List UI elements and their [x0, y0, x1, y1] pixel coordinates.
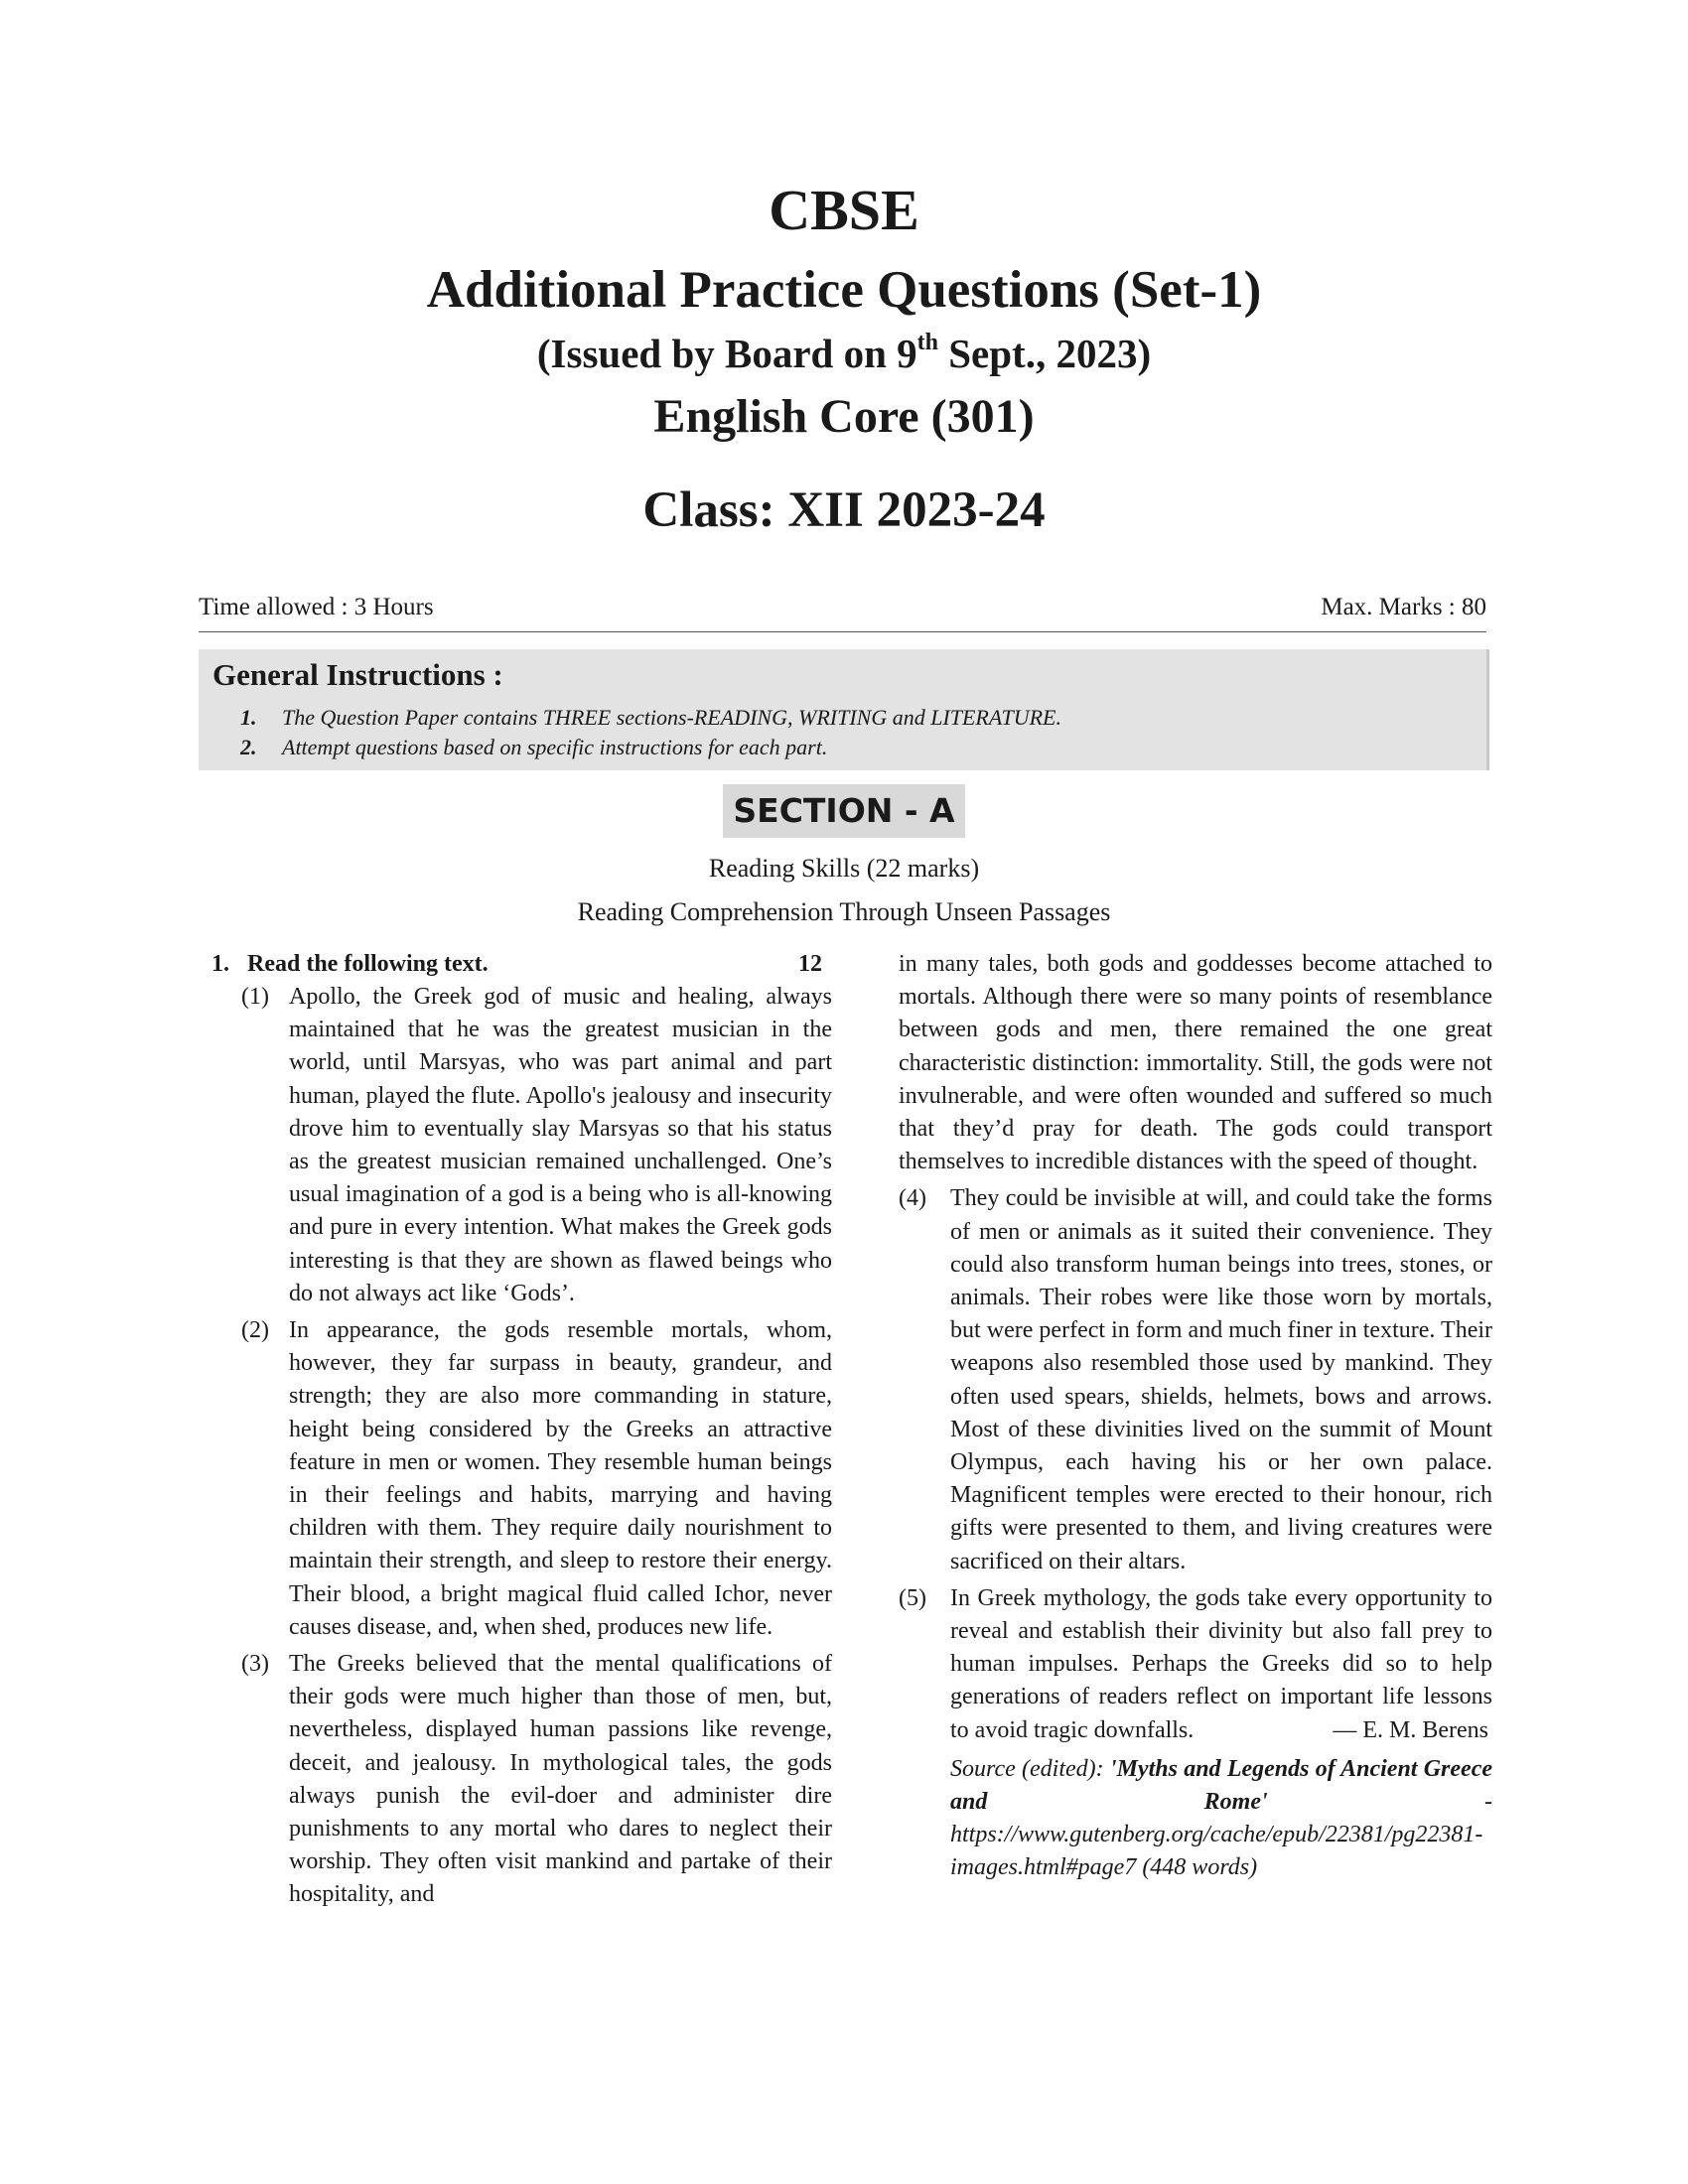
issue-date-text: (Issued by Board on 9 [536, 331, 917, 376]
paragraph-text: In appearance, the gods resemble mortals, whom, however, they far surpass in beauty, grandeur, and strength; they are also more commanding in stature, height being considered by the Greeks an attractive feature in men or women. They resemble human beings in their feelings and habits, marrying and having children with them. They require daily nourishment to maintain their strength, and sleep to restore their energy. Their blood, a bright magical fluid called Ichor, never causes disease, and, when shed, produces new life. [289, 1317, 832, 1640]
time-allowed: Time allowed : 3 Hours [199, 594, 434, 620]
instruction-item [240, 735, 1061, 764]
divider [199, 631, 1486, 632]
source-link: - https://www.gutenberg.org/cache/epub/22381/pg22381-images.html#page7 (448 words) [950, 1788, 1492, 1880]
paragraph-number: (1) [241, 984, 269, 1010]
general-instructions-title: General Instructions : [212, 657, 503, 692]
paragraph-text: In Greek mythology, the gods take every opportunity to reveal and establish their divinity but also fall prey to human impulses. Perhaps the Greeks did so to help generations of readers reflect on important life lessons to avoid tragic downfalls. [950, 1584, 1492, 1743]
board-title: CBSE [769, 178, 919, 242]
paragraph [899, 1182, 1492, 1577]
paragraph-text: They could be invisible at will, and could take the forms of men or animals as it suited their convenience. They could also transform human beings into trees, stones, or animals. Their robes were like those worn by mortals, but were perfect in form and much finer in texture. Their weapons also resembled those used by mankind. They often used spears, shields, helmets, bows and arrows. Most of these divinities lived on the summit of Mount Olympus, each having his or her own palace. Magnificent temples were erected to their honour, rich gifts were presented to them, and living creatures were sacrificed on their altars. [950, 1185, 1492, 1574]
section-heading: SECTION - A [723, 784, 965, 838]
paragraph-number: (3) [241, 1651, 269, 1678]
question-number: 1. [211, 951, 229, 977]
author-attribution: — E. M. Berens [1333, 1716, 1488, 1743]
paragraph [211, 1314, 832, 1644]
paragraph-number: (2) [241, 1317, 269, 1344]
title-block [0, 179, 1688, 540]
instruction-text: The Question Paper contains THREE sections-READING, WRITING and LITERATURE. [282, 705, 1061, 730]
section-subtitle-2: Reading Comprehension Through Unseen Passages [577, 897, 1111, 926]
source-citation [899, 1753, 1492, 1884]
right-column [899, 948, 1492, 1884]
section-subtitle: Reading Skills (22 marks) [708, 854, 980, 883]
source-title: 'Myths and Legends of Ancient Greece and Rome' [950, 1755, 1493, 1815]
issue-date-superscript: th [916, 330, 938, 355]
paragraph [211, 981, 832, 1310]
exam-meta [199, 594, 1486, 629]
instruction-item [240, 705, 1061, 735]
instruction-number: 1. [240, 705, 257, 730]
subject-title: English Core (301) [653, 390, 1035, 443]
paragraph-number: (5) [899, 1584, 926, 1611]
paragraph [899, 1582, 1492, 1747]
question-label: Read the following text. [247, 951, 489, 977]
issue-date [0, 326, 1688, 381]
paragraph-number: (4) [899, 1185, 926, 1212]
paragraph-text: The Greeks believed that the mental qualifications of their gods were much higher than those of men, but, nevertheless, displayed human passions like revenge, deceit, and jealousy. In mythological tales, the gods always punish the evil-doer and administer dire punishments to any mortal who dares to neglect their worship. They often visit mankind and partake of their hospitality, and [289, 1651, 832, 1908]
paragraph-text: Apollo, the Greek god of music and healing, always maintained that he was the greatest musician in the world, until Marsyas, who was part animal and part human, played the flute. Apollo's jealousy and insecurity drove him to eventually slay Marsyas so that his status as the greatest musician remained unchallenged. One’s usual imagination of a god is a being who is all-knowing and pure in every intention. What makes the Greek gods interesting is that they are shown as flawed beings who do not always act like ‘Gods’. [289, 984, 832, 1306]
instruction-list [240, 705, 1061, 764]
paragraph [211, 1648, 832, 1912]
issue-date-text-end: Sept., 2023) [938, 331, 1152, 376]
instruction-number: 2. [240, 735, 257, 759]
question-header [211, 948, 832, 981]
paper-title: Additional Practice Questions (Set-1) [426, 261, 1262, 319]
instruction-text: Attempt questions based on specific instructions for each part. [282, 735, 828, 759]
paragraph-continuation: in many tales, both gods and goddesses become attached to mortals. Although there were so many points of resemblance between gods and men, there remained the one great characteristic distinction: immortality. Still, the gods were not invulnerable, and were often wounded and suffered so much that they’d pray for death. The gods could transport themselves to incredible distances with the speed of thought. [899, 951, 1492, 1175]
left-column [211, 948, 832, 1916]
max-marks: Max. Marks : 80 [1321, 594, 1486, 620]
question-marks: 12 [798, 951, 822, 977]
class-title: Class: XII 2023-24 [642, 482, 1046, 538]
general-instructions [199, 649, 1489, 770]
source-prefix: Source (edited): [950, 1755, 1110, 1782]
